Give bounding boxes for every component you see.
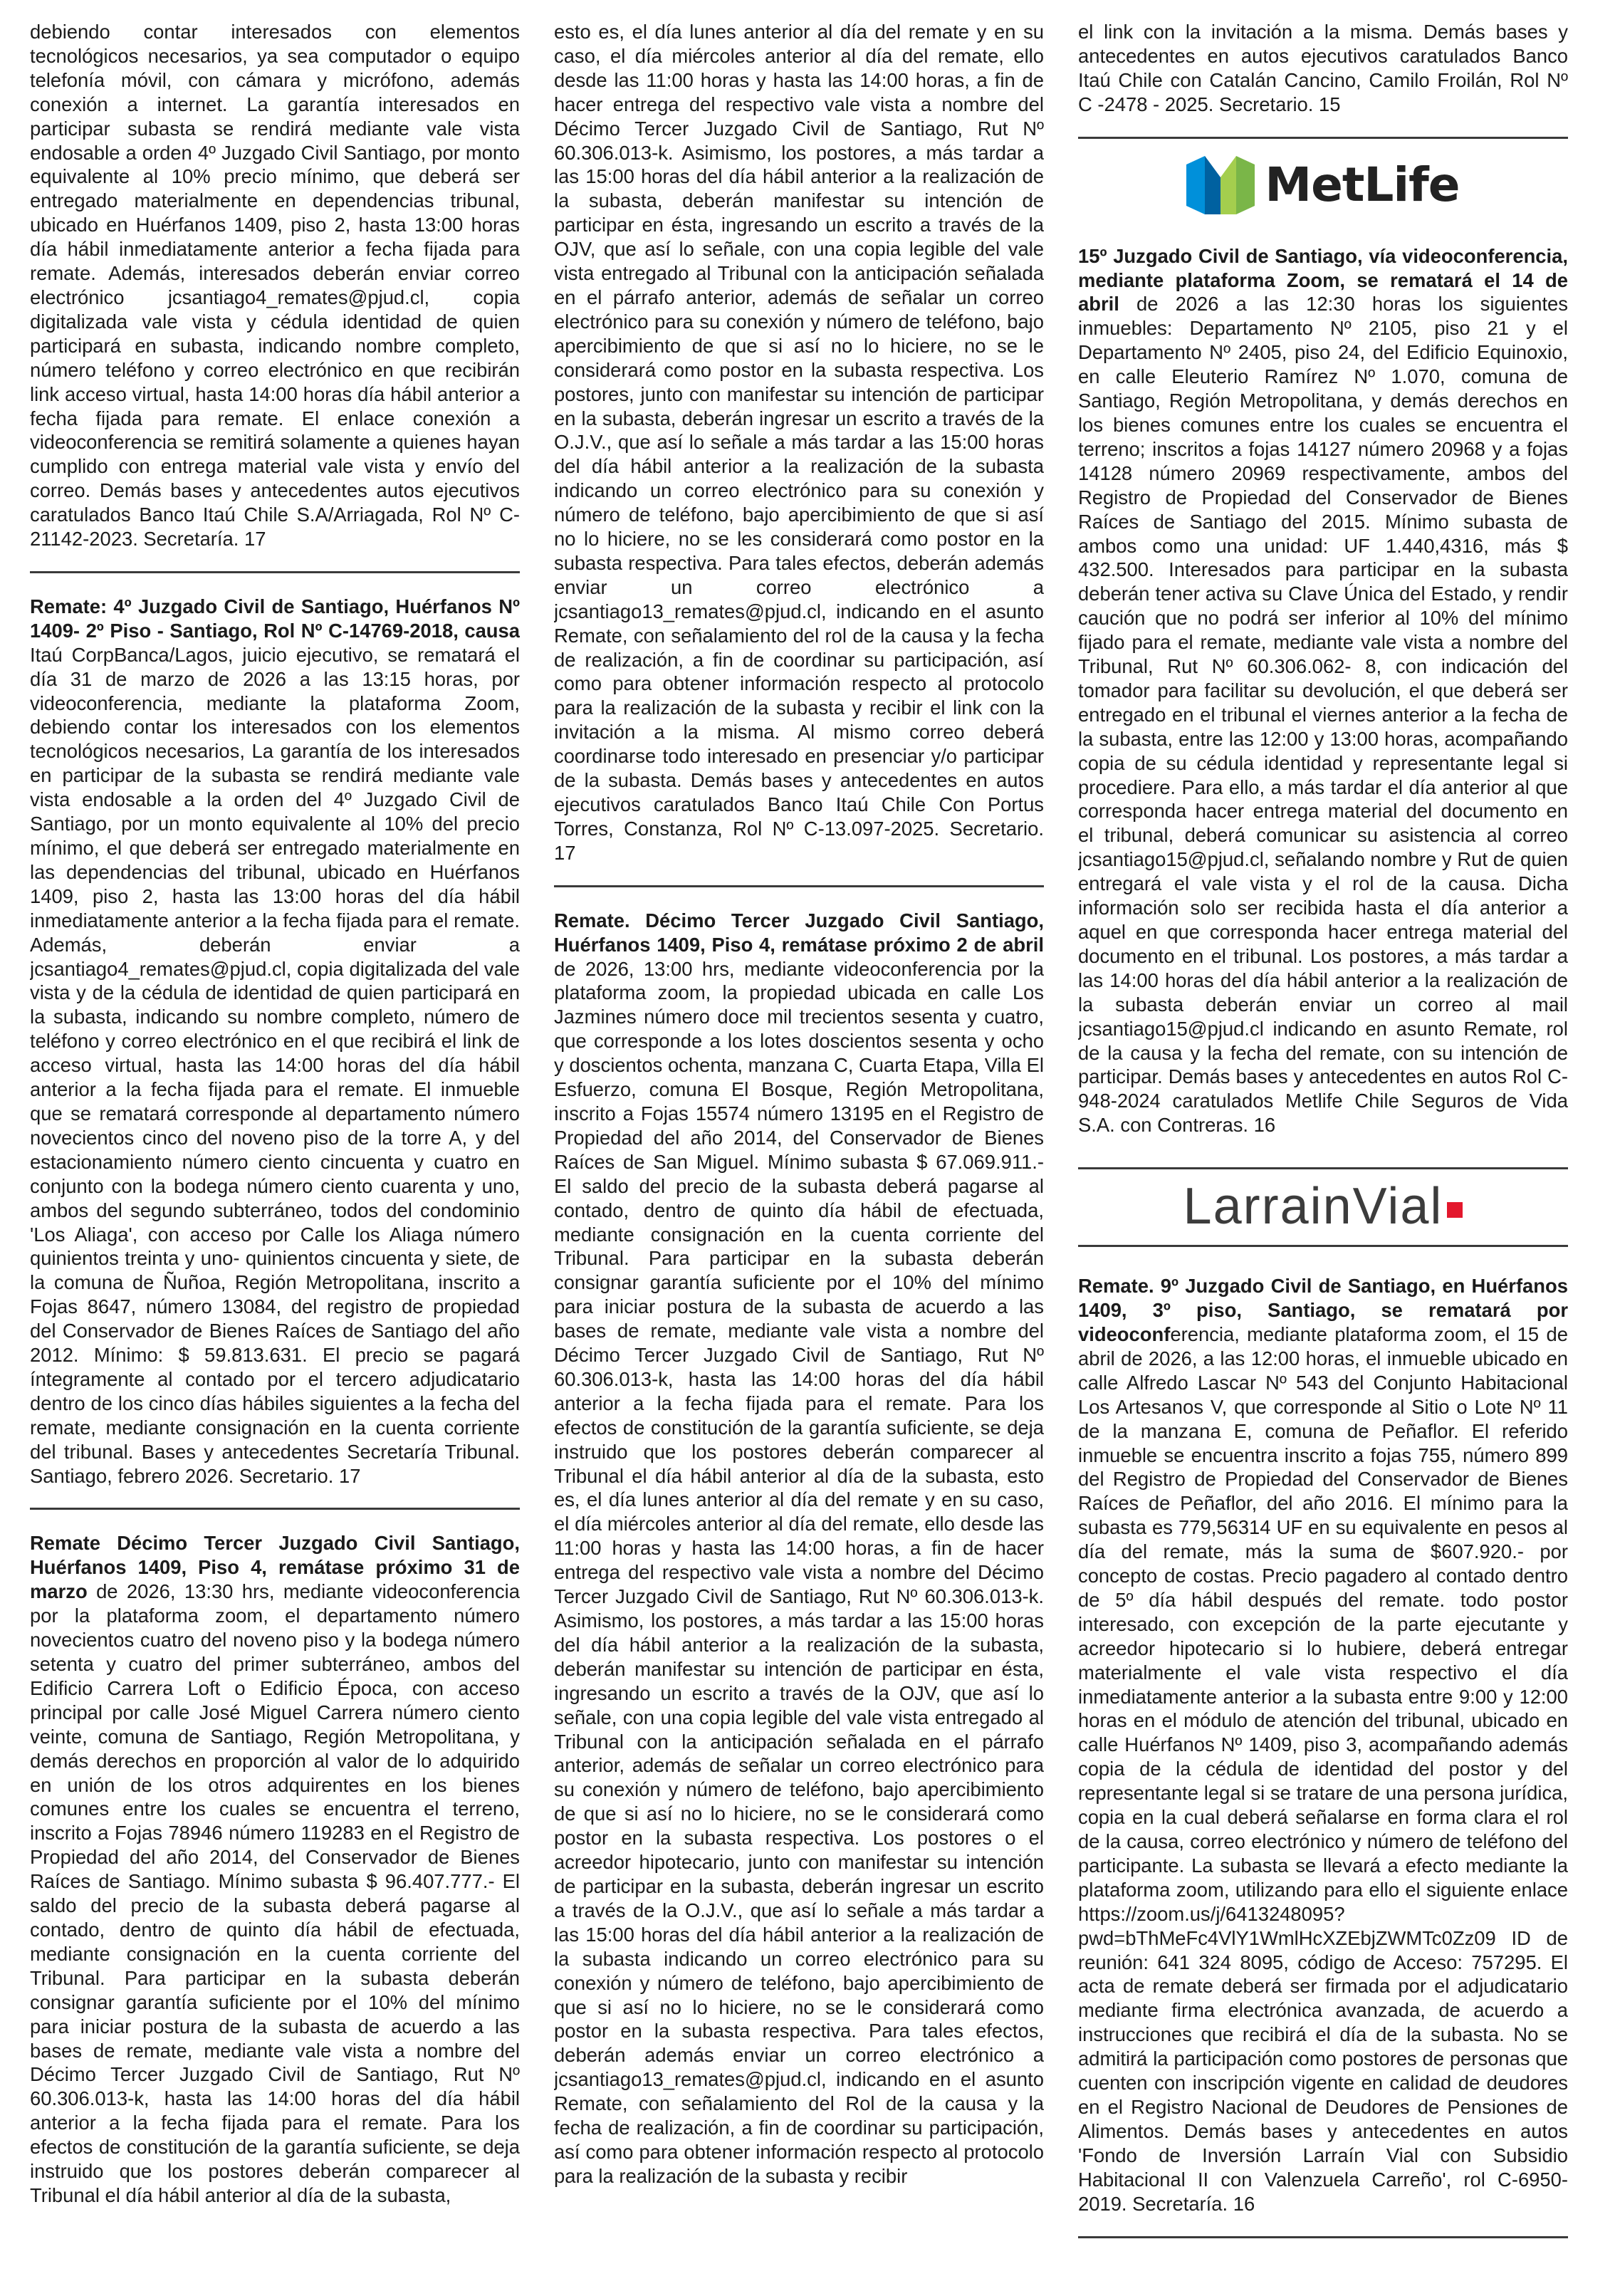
column-2: [554, 20, 1044, 2296]
notice-text: [1078, 244, 1568, 1138]
metlife-m-icon: [1186, 156, 1255, 214]
notice-body: de 2026, 13:30 hrs, mediante videoconferencia por la plataforma zoom, el departamento número novecientos cuatro del noveno piso y la bodega número setenta y cuatro del primer subterráneo, ambos del Edificio Carrera Loft o Edificio Época, con acceso principal por calle José Miguel Carrera número ciento veinte, comuna de Santiago, Región Metropolitana, y demás derechos en proporción al valor de lo adquirido en unión de los otros adquirentes en los bienes comunes entre los cuales se encuentra el terreno, inscrito a Fojas 78946 número 119283 en el Registro de Propiedad del año 2014, del Conservador de Bienes Raíces de Santiago. Mínimo subasta $ 96.407.777.- El saldo del precio de la subasta deberá pagarse al contado, dentro de quinto día hábil de efectuada, mediante consignación en la cuenta corriente del Tribunal. Para participar en la subasta deberán consignar garantía suficiente por el 10% del mínimo para iniciar postura de la subasta de acuerdo a las bases de remate, mediante vale vista a nombre del Décimo Tercer Juzgado Civil de Santiago, Rut Nº 60.306.013-k, hasta las 14:00 horas del día hábil anterior a la fecha fijada para el remate. Para los efectos de constitución de la garantía suficiente, se deja instruido que los postores deberán comparecer al Tribunal el día hábil anterior al día de la subasta,: [30, 1580, 520, 2206]
notice-body: de 2026, 13:00 hrs, mediante videoconferencia por la plataforma zoom, la propiedad ubicada en calle Los Jazmines número doce mil trecientos sesenta y cuatro, que corresponde a los lotes doscientos sesenta y ocho y doscientos ochenta, manzana C, Cuarta Etapa, Villa El Esfuerzo, comuna El Bosque, Región Metropolitana, inscrito a Fojas 15574 número 13195 en el Registro de Propiedad del año 2014, del Conservador de Bienes Raíces de San Miguel. Mínimo subasta $ 67.069.911.- El saldo del precio de la subasta deberá pagarse al contado, dentro de quinto día hábil de efectuada, mediante consignación en la cuenta corriente del Tribunal. Para participar en la subasta deberán consignar garantía suficiente por el 10% del mínimo para iniciar postura de la subasta de acuerdo a las bases de remate, mediante vale vista a nombre del Décimo Tercer Juzgado Civil de Santiago, Rut Nº 60.306.013-k, hasta las 14:00 horas del día hábil anterior a la fecha fijada para el remate. Para los efectos de constitución de la garantía suficiente, se deja instruido que los postores deberán comparecer al Tribunal el día hábil anterior al día de la subasta, esto es, el día lunes anterior al día del remate y en su caso, el día miércoles anterior al día del remate, ello desde las 11:00 horas y hasta las 14:00 horas, a fin de hacer entrega del respectivo vale vista a nombre del Décimo Tercer Juzgado Civil de Santiago, Rut Nº 60.306.013-k. Asimismo, los postores, a más tardar a las 15:00 horas del día hábil anterior a la realización de la subasta, deberán manifestar su intención de participar en ésta, ingresando un escrito a través de la OJV, que así lo señale, con una copia legible del vale vista entregado al Tribunal con la anticipación señalada en el párrafo anterior, además de señalar un correo electrónico para su conexión y número de teléfono, bajo apercibimiento de que si así no lo hiciere, no se le considerará como postor en la subasta respectiva. Los postores o el acreedor hipotecario, junto con manifestar su intención de participar en la subasta, deberán ingresar un escrito a través de la O.J.V., que así lo señale a más tardar a las 15:00 horas del día hábil anterior a la realización de la subasta indicando un correo electrónico para su conexión y número de teléfono, bajo apercibimiento de que si así no lo hiciere, no se le considerará como postor en la subasta respectiva. Para tales efectos, deberán además enviar un correo electrónico a jcsantiago13_remates@pjud.cl, indicando en el asunto Remate, con señalamiento del Rol de la causa y la fecha de realización, a fin de coordinar su participación, así como para obtener información respecto al protocolo para la realización de la subasta y recibir: [554, 957, 1044, 2187]
notice-text: [554, 909, 1044, 2188]
divider: [30, 1508, 520, 1510]
notice-body: Itaú CorpBanca/Lagos, juicio ejecutivo, se rematará el día 31 de marzo de 2026 a las 13:15 horas, por videoconferencia, mediante la plataforma Zoom, debiendo contar los interesados con los elementos tecnológicos necesarios, La garantía de los interesados en participar de la subasta se rendirá mediante vale vista endosable a la orden del 4º Juzgado Civil de Santiago, por un monto equivalente al 10% del precio mínimo, el que deberá ser entregado materialmente en las dependencias del tribunal, ubicado en Huérfanos 1409, piso 2, hasta las 13:00 horas del día hábil inmediatamente anterior a la fecha fijada para el remate. Además, deberán enviar a jcsantiago4_remates@pjud.cl, copia digitalizada del vale vista y de la cédula de identidad de quien participará en la subasta, indicando su nombre completo, número de teléfono y correo electrónico en el que recibirá el link de acceso virtual, hasta las 14:00 horas del día hábil anterior a la fecha fijada para el remate. El inmueble que se rematará corresponde al departamento número novecientos cinco del noveno piso de la torre A, y del estacionamiento número ciento cincuenta y cuatro en conjunto con la bodega número ciento cuarenta y uno, ambos del segundo subterráneo, todos del condominio 'Los Aliaga', con acceso por Calle los Aliaga número quinientos treinta y uno- quinientos cincuenta y siete, de la comuna de Ñuñoa, Región Metropolitana, inscrito a Fojas 8647, número 13084, del registro de propiedad del Conservador de Bienes Raíces de Santiago del año 2012. Mínimo: $ 59.813.631. El precio se pagará íntegramente al contado por el tercero adjudicatario dentro de los cinco días hábiles siguientes a la fecha del remate, mediante consignación en la cuenta corriente del tribunal. Bases y antecedentes Secretaría Tribunal. Santiago, febrero 2026. Secretario. 17: [30, 643, 520, 1487]
notice-heading: Remate: 4º Juzgado Civil de Santiago, Huérfanos Nº 1409- 2º Piso - Santiago, Rol Nº C-14769-2018, causa: [30, 595, 520, 642]
divider: [1078, 2236, 1568, 2238]
divider: [554, 885, 1044, 887]
notice-continuation-3: [1078, 20, 1568, 127]
notice-text: [1078, 1274, 1568, 2216]
larrainvial-wordmark: LarrainVial: [1183, 1178, 1443, 1236]
metlife-wordmark: MetLife: [1265, 157, 1460, 212]
larrainvial-logo-group: [1183, 1178, 1463, 1236]
notice-15-juzgado: [1078, 244, 1568, 1148]
column-3: [1078, 20, 1568, 2296]
notice-4-juzgado: [30, 595, 520, 1498]
divider: [30, 571, 520, 573]
notice-continuation-1: [30, 20, 520, 561]
notice-heading: Remate. 9º Juzgado Civil de Santiago, en Huérfanos 1409, 3º piso, Santiago, se rematará por videoconf: [1078, 1275, 1568, 1345]
notice-heading: 15º Juzgado Civil de Santiago, vía videoconferencia, mediante plataforma Zoom, se rematará el 14 de abril: [1078, 244, 1568, 315]
notice-13-juzgado-31-marzo: [30, 1531, 520, 2217]
notice-text: esto es, el día lunes anterior al día del remate y en su caso, el día miércoles anterior al día del remate, ello desde las 11:00 horas y hasta las 14:00 horas, a fin de hacer entrega del respectivo vale vista a nombre del Décimo Tercer Juzgado Civil de Santiago, Rut Nº 60.306.013-k. Asimismo, los postores, a más tardar a las 15:00 horas del día hábil anterior a la realización de la subasta, deberán manifestar su intención de participar en ésta, ingresando un escrito a través de la OJV, que así lo señale, con una copia legible del vale vista entregado al Tribunal con la anticipación señalada en el párrafo anterior, además de señalar un correo electrónico para su conexión y número de teléfono, bajo apercibimiento de que si así no lo hiciere, no se le considerará como postor en la subasta respectiva. Los postores, junto con manifestar su intención de participar en la subasta, deberán ingresar un escrito a través de la O.J.V., que así lo señale a más tardar a las 15:00 horas del día hábil anterior a la realización de la subasta indicando un correo electrónico para su conexión y número de teléfono, bajo apercibimiento de que si así no lo hiciere, no se les considerará como postor en la subasta respectiva. Para tales efectos, deberán además enviar un correo electrónico a jcsantiago13_remates@pjud.cl, indicando en el asunto Remate, con señalamiento del rol de la causa y la fecha de realización, a fin de coordinar su participación, así como para obtener información respecto al protocolo para la realización de la subasta y recibir el link con la invitación a la misma. Al mismo correo deberá coordinarse todo interesado en presenciar y/o participar de la subasta. Demás bases y antecedentes en autos ejecutivos caratulados Banco Itaú Chile Con Portus Torres, Constanza, Rol Nº C-13.097-2025. Secretario. 17: [554, 21, 1044, 864]
notice-continuation-2: [554, 20, 1044, 875]
divider: [1078, 137, 1568, 139]
metlife-logo: [1078, 146, 1568, 224]
notice-heading: Remate Décimo Tercer Juzgado Civil Santiago, Huérfanos 1409, Piso 4, remátase próximo 31 de marzo: [30, 1532, 520, 1603]
notice-9-juzgado: [1078, 1267, 1568, 2225]
notice-text: debiendo contar interesados con elementos tecnológicos necesarios, ya sea computador o equipo telefonía móvil, con cámara y micrófono, además conexión a internet. La garantía interesados en participar subasta se rendirá mediante vale vista endosable a orden 4º Juzgado Civil Santiago, por monto equivalente al 10% precio mínimo, que deberá ser entregado materialmente en dependencias tribunal, ubicado en Huérfanos 1409, piso 2, hasta 13:00 horas día hábil inmediatamente anterior a fecha fijada para remate. Además, interesados deberán enviar correo electrónico jcsantiago4_remates@pjud.cl, copia digitalizada vale vista y cédula identidad de quien participará en subasta, indicando nombre completo, número teléfono y correo electrónico en que recibirán link acceso virtual, hasta 14:00 horas día hábil anterior a fecha fijada para remate. El enlace conexión a videoconferencia se remitirá solamente a quienes hayan cumplido con entrega material vale vista y envío del correo. Demás bases y antecedentes autos ejecutivos caratulados Banco Itaú Chile S.A/Arriagada, Rol Nº C-21142-2023. Secretaría. 17: [30, 21, 520, 550]
notice-text: el link con la invitación a la misma. Demás bases y antecedentes en autos ejecutivos caratulados Banco Itaú Chile con Catalán Cancino, Camilo Froilán, Rol Nº C -2478 - 2025. Secretario. 15: [1078, 21, 1568, 115]
notice-heading: Remate. Décimo Tercer Juzgado Civil Santiago, Huérfanos 1409, Piso 4, remátase próximo 2 de abril: [554, 909, 1044, 956]
metlife-logo-group: [1186, 156, 1459, 214]
larrainvial-red-square-icon: [1447, 1202, 1463, 1218]
larrainvial-logo: [1078, 1167, 1568, 1247]
notice-body: de 2026 a las 12:30 horas los siguientes inmuebles: Departamento Nº 2105, piso 21 y el Departamento Nº 2405, piso 24, del Edificio Equinoxio, en calle Eleuterio Ramírez Nº 1.070, comuna de Santiago, Región Metropolitana, y demás derechos en los bienes comunes entre los cuales se encuentra el terreno; inscritos a fojas 14127 número 20968 y a fojas 14128 número 20969 respectivamente, ambos del Registro de Propiedad del Conservador de Bienes Raíces de Santiago del 2015. Mínimo subasta de ambos como una unidad: UF 1.440,4316, más $ 432.500. Interesados para participar en la subasta deberán tener activa su Clave Única del Estado, y rendir caución que no podrá ser inferior al 10% del mínimo fijado para el remate, mediante vale vista a nombre del Tribunal, Rut Nº 60.306.062- 8, con indicación del tomador para facilitar su devolución, el que deberá ser entregado en el tribunal el viernes anterior a la fecha de la subasta, entre las 12:00 y 13:00 horas, acompañando copia de su cédula identidad y representante legal si procediere. Para ello, a más tardar el día anterior al que corresponda hacer entrega material del documento en el tribunal, deberá comunicar su asistencia al correo jcsantiago15@pjud.cl, señalando nombre y Rut de quien entregará el vale vista y el rol de la causa. Dicha información solo ser recibida hasta el día anterior a aquel en que corresponda hacer entrega material del documento en el tribunal. Los postores, a más tardar a las 14:00 horas del día hábil anterior a la realización de la subasta deberán enviar un correo al mail jcsantiago15@pjud.cl indicando en asunto Remate, rol de la causa y la fecha del remate, con su intención de participar. Demás bases y antecedentes en autos Rol C-948-2024 caratulados Metlife Chile Seguros de Vida S.A. con Contreras. 16: [1078, 293, 1568, 1137]
column-1: [30, 20, 520, 2296]
notice-body: erencia, mediante plataforma zoom, el 15 de abril de 2026, a las 12:00 horas, el inmueble ubicado en calle Alfredo Lascar Nº 543 del Conjunto Habitacional Los Artesanos V, que corresponde al Sitio o Lote Nº 11 de la manzana E, comuna de Peñaflor. El referido inmueble se encuentra inscrito a fojas 755, número 899 del Registro de Propiedad del Conservador de Bienes Raíces de Peñaflor, del año 2016. El mínimo para la subasta es 779,56314 UF en su equivalente en pesos al día del remate, más la suma de $607.920.- por concepto de costas. Precio pagadero al contado dentro de 5º día hábil después del remate. todo postor interesado, con excepción de la parte ejecutante y acreedor hipotecario si lo hubiere, deberá entregar materialmente el vale vista respectivo el día inmediatamente anterior a la subasta entre 9:00 y 12:00 horas en el módulo de atención del tribunal, ubicado en calle Huérfanos Nº 1409, piso 3, acompañando además copia de la cédula de identidad del postor y del representante legal si se tratare de una persona jurídica, copia en la cual deberá señalarse en forma clara el rol de la causa, correo electrónico y número de teléfono del participante. La subasta se llevará a efecto mediante la plataforma zoom, utilizando para ello el siguiente enlace https://zoom.us/j/6413248095? pwd=bThMeFc4VlY1WmlHcXZEbjZWMTc0Zz09 ID de reunión: 641 324 8095, código de Acceso: 757295. El acta de remate deberá ser firmada por el adjudicatario mediante firma electrónica avanzada, de acuerdo a instrucciones que recibirá el día de la subasta. No se admitirá la participación como postores de personas que cuenten con inscripción vigente en calidad de deudores en el Registro Nacional de Deudores de Pensiones de Alimentos. Demás bases y antecedentes en autos 'Fondo de Inversión Larraín Vial con Subsidio Habitacional II con Valenzuela Carreño', rol C-6950-2019. Secretaría. 16: [1078, 1322, 1568, 2215]
notice-text: [30, 1531, 520, 2207]
notice-13-juzgado-2-abril: [554, 909, 1044, 2198]
notice-text: [30, 595, 520, 1488]
